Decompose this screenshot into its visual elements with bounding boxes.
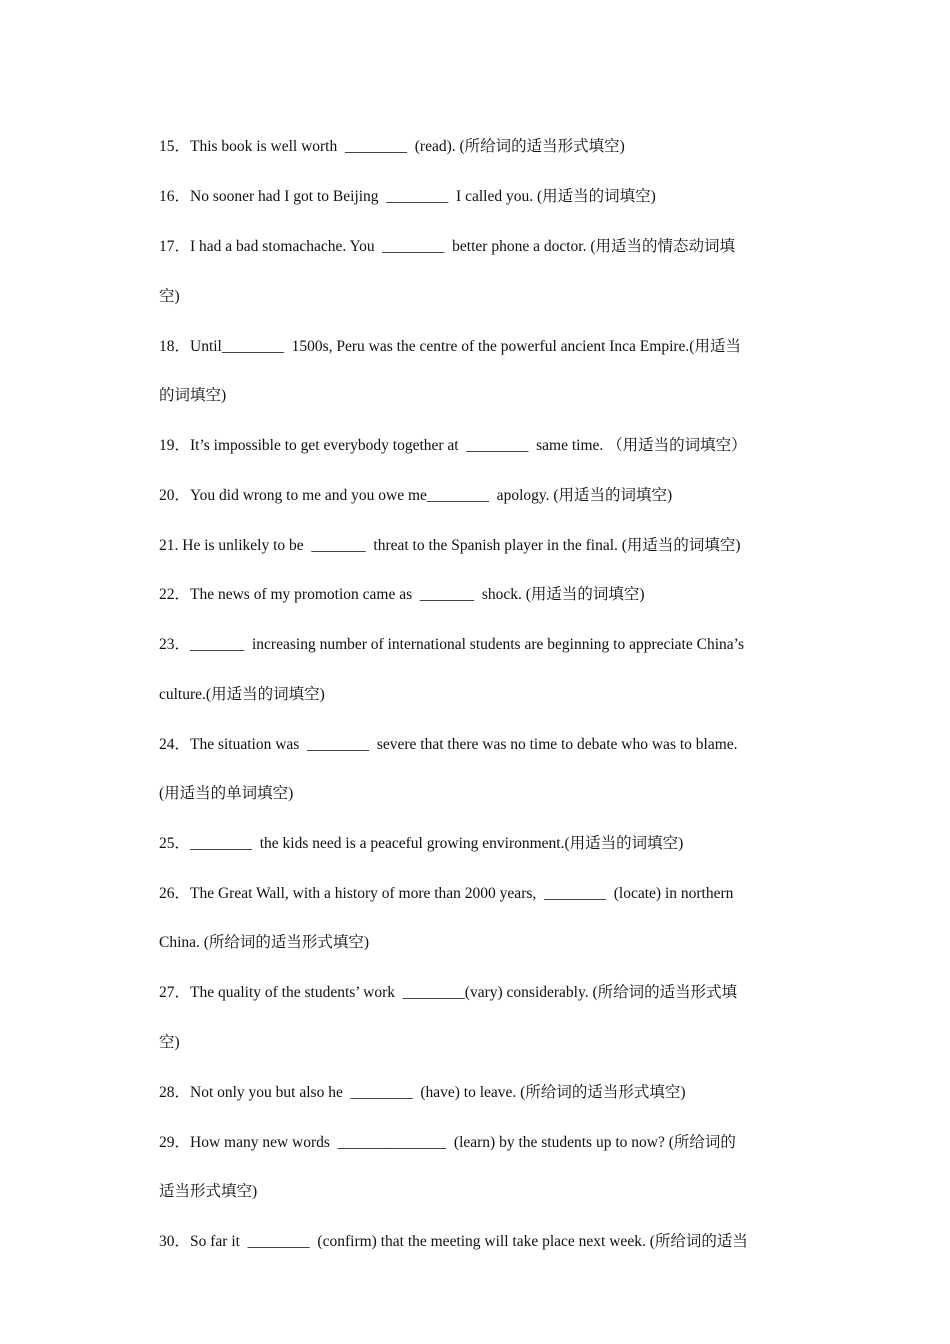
question-27-continued: 空) bbox=[159, 1034, 180, 1051]
question-27: 27．The quality of the students’ work ________(vary) considerably. (所给词的适当形式填 bbox=[159, 984, 738, 1001]
question-25: 25．________ the kids need is a peaceful growing environment.(用适当的词填空) bbox=[159, 835, 684, 852]
question-22: 22．The news of my promotion came as _______ shock. (用适当的词填空) bbox=[159, 586, 645, 603]
question-18: 18．Until________ 1500s, Peru was the centre of the powerful ancient Inca Empire.(用适当 bbox=[159, 338, 741, 355]
question-29: 29．How many new words ______________ (learn) by the students up to now? (所给词的 bbox=[159, 1134, 736, 1151]
question-24: 24．The situation was ________ severe that there was no time to debate who was to blame. bbox=[159, 736, 738, 753]
question-26: 26．The Great Wall, with a history of more than 2000 years, ________ (locate) in northern bbox=[159, 885, 734, 902]
question-16: 16．No sooner had I got to Beijing ________ I called you. (用适当的词填空) bbox=[159, 188, 656, 205]
question-18-continued: 的词填空) bbox=[159, 387, 227, 404]
question-17-continued: 空) bbox=[159, 288, 180, 305]
question-23: 23．_______ increasing number of international students are beginning to appreciate China’s bbox=[159, 636, 744, 653]
question-21: 21. He is unlikely to be _______ threat to the Spanish player in the final. (用适当的词填空) bbox=[159, 537, 741, 554]
question-20: 20．You did wrong to me and you owe me________ apology. (用适当的词填空) bbox=[159, 487, 673, 504]
question-30: 30．So far it ________ (confirm) that the meeting will take place next week. (所给词的适当 bbox=[159, 1233, 748, 1250]
question-17: 17．I had a bad stomachache. You ________ better phone a doctor. (用适当的情态动词填 bbox=[159, 238, 735, 255]
question-19: 19．It’s impossible to get everybody together at ________ same time. （用适当的词填空） bbox=[159, 437, 747, 454]
question-29-continued: 适当形式填空) bbox=[159, 1183, 258, 1200]
question-15: 15．This book is well worth ________ (read). (所给词的适当形式填空) bbox=[159, 138, 625, 155]
question-23-continued: culture.(用适当的词填空) bbox=[159, 686, 325, 703]
question-28: 28．Not only you but also he ________ (have) to leave. (所给词的适当形式填空) bbox=[159, 1084, 686, 1101]
question-24-continued: (用适当的单词填空) bbox=[159, 785, 294, 802]
question-26-continued: China. (所给词的适当形式填空) bbox=[159, 934, 370, 951]
